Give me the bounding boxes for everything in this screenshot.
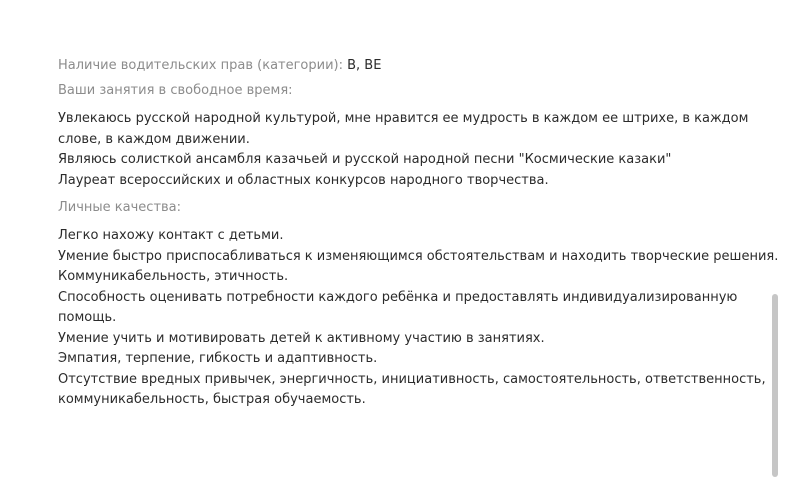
qualities-text	[58, 226, 779, 411]
resume-details	[58, 57, 779, 419]
hobbies-line: Увлекаюсь русской народной культурой, мне нравится ее мудрость в каждом ее штрихе, в каждом	[58, 111, 749, 126]
hobbies-line: слове, в каждом движении.	[58, 131, 250, 147]
hobbies-text	[58, 109, 758, 191]
qualities-line: Коммуникабельность, этичность.	[58, 269, 289, 284]
driver-license-value: B, BE	[347, 58, 382, 73]
qualities-line: коммуникабельность, быстрая обучаемость.	[58, 392, 366, 407]
vertical-scrollbar[interactable]	[772, 0, 778, 477]
hobbies-label: Ваши занятия в свободное время:	[58, 83, 293, 98]
driver-license-row	[58, 57, 758, 75]
hobbies-line: Являюсь солисткой ансамбля казачьей и русской народной песни "Космические казаки"	[58, 152, 672, 167]
qualities-line: помощь.	[58, 310, 117, 325]
qualities-line: Отсутствие вредных привычек, энергичность, инициативность, самостоятельность, ответственность,	[58, 371, 766, 387]
qualities-line: Умение учить и мотивировать детей к активному участию в занятиях.	[58, 330, 545, 346]
qualities-line: Умение быстро приспосабливаться к изменяющимся обстоятельствам и находить творческие решения.	[58, 248, 779, 264]
qualities-line: Способность оценивать потребности каждого ребёнка и предоставлять индивидуализированную	[58, 289, 738, 305]
hobbies-line: Лауреат всероссийских и областных конкурсов народного творчества.	[58, 172, 549, 188]
qualities-line: Легко нахожу контакт с детьми.	[58, 228, 284, 243]
driver-license-label: Наличие водительских прав (категории):	[58, 58, 343, 73]
qualities-label: Личные качества:	[58, 200, 182, 215]
scrollbar-thumb[interactable]	[772, 294, 778, 477]
qualities-line: Эмпатия, терпение, гибкость и адаптивность.	[58, 351, 378, 366]
